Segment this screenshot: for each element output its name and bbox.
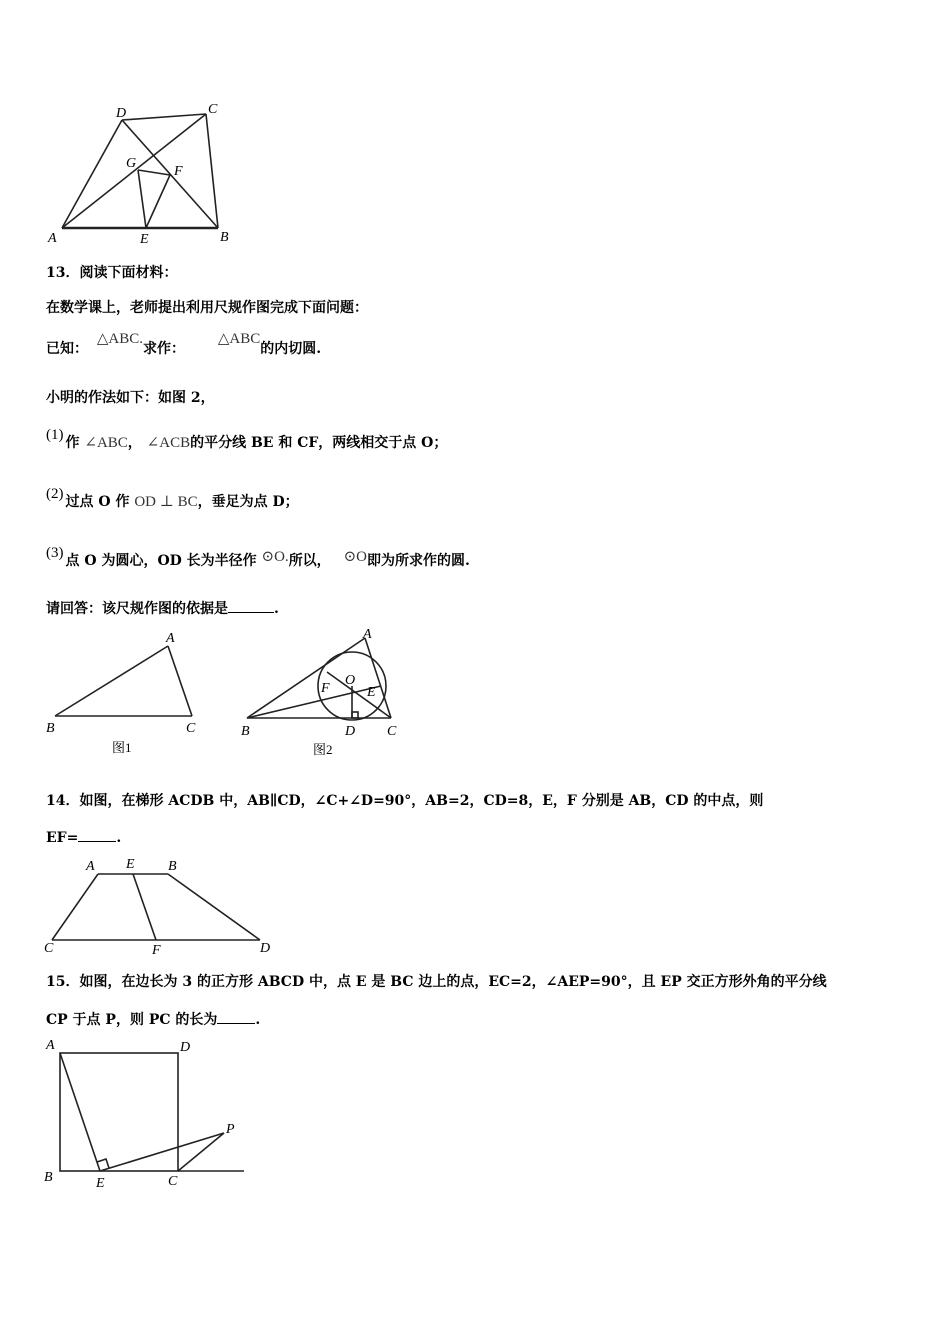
square-diagram [40,1033,250,1193]
step2-perp: OD ⊥ BC [134,494,198,510]
q15-label-c: C [168,1174,178,1189]
fig2-label-e: E [367,685,376,700]
label-a: A [48,231,57,246]
fig1-label-c: C [186,721,196,736]
diagonal-ac [62,114,206,228]
segment-cp [178,1133,224,1171]
q15-label-b: B [44,1170,53,1185]
step3-circle-o: ⊙O. [261,549,289,565]
q13-ask-suffix: 的内切圆. [260,341,322,357]
q14-figure-trapezoid [40,852,280,962]
step2-text-b: ，垂足为点 D； [197,494,299,510]
q14-line2 [46,829,121,846]
bisector-cf [327,672,391,718]
incircle-diagram [235,622,415,762]
q13-step3 [46,545,470,570]
segment-ef [133,874,156,940]
segment-gf [138,170,170,175]
fig1-label-a: A [166,631,175,646]
step1-text-c: 的平分线 BE 和 CF，两线相交于点 O； [190,435,448,451]
q14-label-b: B [168,859,177,874]
fig2-label-o: O [345,673,356,688]
q13-question [46,598,279,618]
triangle-abc-diagram [40,628,210,763]
fig2-caption: 图2 [313,742,333,757]
step3-text-a: 点 O 为圆心，OD 长为半径作 [65,553,257,569]
segment-ba [55,646,168,716]
figure-quadrilateral-abcd [40,95,240,245]
q13-method: 小明的作法如下：如图 2， [46,390,215,406]
q15-label-d: D [180,1040,191,1055]
label-e: E [140,232,149,247]
q15-label-e: E [96,1176,105,1191]
segment-ac [365,638,391,718]
step3-number: (3) [46,545,64,561]
diagonal-db [122,120,218,228]
q13-figure-1 [40,628,210,763]
step3-text-c: 即为所求作的圆. [366,553,470,569]
label-d: D [116,106,127,121]
segment-bd [168,874,260,940]
q13-question-text: 请回答：该尺规作图的依据是 [46,601,228,617]
step3-circle-o-2: ⊙O [343,549,367,565]
q13-known-line [46,331,322,358]
q13-question-end: . [274,601,279,617]
q13-ask-prefix: 求作： [143,341,186,357]
q13-intro: 在数学课上，老师提出利用尺规作图完成下面问题： [46,300,368,316]
q15-answer-blank [217,1011,255,1024]
step1-angle-abc: ∠ABC [84,435,128,451]
fig2-label-f: F [321,681,330,696]
q14-label-f: F [152,943,161,958]
fig2-label-c: C [387,724,397,739]
fig2-label-b: B [241,724,250,739]
segment-ac [168,646,192,716]
fig2-label-d: D [345,724,356,739]
q13-step2 [46,486,299,511]
q15-line2-prefix: CP 于点 P，则 PC 的长为 [46,1012,218,1028]
q13-title: 13．阅读下面材料： [46,265,178,281]
step1-angle-acb: ∠ACB [146,435,191,451]
q14-label-c: C [44,941,54,956]
step2-number: (2) [46,486,64,502]
bisector-be [247,686,381,718]
label-f: F [174,164,183,179]
right-angle-mark [352,712,358,718]
q14-label-d: D [260,941,271,956]
label-c: C [208,102,218,117]
q13-answer-blank [228,600,274,613]
segment-dc [122,114,206,120]
step3-text-b: 所以， [288,553,331,569]
label-g: G [126,156,137,171]
step1-text-b: ， [127,435,142,451]
q15-label-p: P [226,1122,235,1137]
q13-known-math: △ABC. [96,331,144,347]
fig2-label-a: A [363,627,372,642]
q13-figure-2 [235,622,415,762]
step1-text-a: 作 [65,435,80,451]
segment-cb [206,114,218,228]
segment-ae [60,1053,100,1171]
q15-line2 [46,1009,260,1029]
step2-text-a: 过点 O 作 [65,494,130,510]
q15-line1: 15．如图，在边长为 3 的正方形 ABCD 中，点 E 是 BC 边上的点，EC=2，∠AEP=90°，且 EP 交正方形外角的平分线 [46,974,827,990]
fig1-label-b: B [46,721,55,736]
q14-line1: 14．如图，在梯形 ACDB 中，AB∥CD，∠C+∠D=90°，AB=2，CD=8，E，F 分别是 AB，CD 的中点，则 [46,793,764,809]
q15-label-a: A [46,1038,55,1053]
segment-ac [52,874,98,940]
q14-line2-end: . [116,830,122,846]
q15-figure-square [40,1033,250,1193]
q14-label-a: A [86,859,95,874]
segment-eg [138,170,146,228]
q13-step1 [46,427,448,452]
q14-line2-prefix: EF= [46,830,79,846]
segment-ad [62,120,122,228]
fig1-caption: 图1 [112,740,132,755]
q14-label-e: E [126,857,135,872]
segment-ep [100,1133,224,1171]
q13-known-prefix: 已知： [46,341,88,357]
trapezoid-diagram [40,852,280,962]
quadrilateral-diagram [40,95,240,245]
q15-line2-end: . [255,1012,261,1028]
segment-ef [146,175,170,228]
q14-answer-blank [78,829,116,842]
q13-ask-math: △ABC [217,331,261,347]
label-b: B [220,230,229,245]
step1-number: (1) [46,427,64,443]
